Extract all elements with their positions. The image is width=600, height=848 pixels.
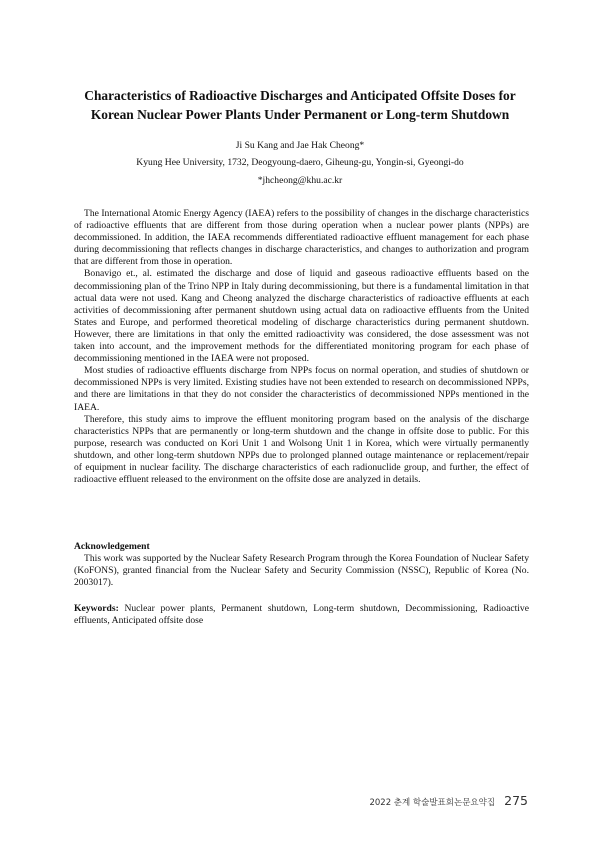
body-paragraph-4: Therefore, this study aims to improve the effluent monitoring program based on the analysis of the discharge characteristics NPPs that are permanently or long-term shutdown and the change in offsite dose to public. For this purpose, research was conducted on Kori Unit 1 and Wolsong Unit 1 in Korea, which were virtually permanently shutdown, and other long-term shutdown NPPs due to prolonged planned outage maintenance or replacement/repair of equipment in nuclear facility. The discharge characteristics of each radionuclide group, and further, the effect of radioactive effluent released to the environment on the offsite dose are analyzed in details. <box>74 413 529 486</box>
page-number: 275 <box>504 793 528 808</box>
keywords-label: Keywords: <box>74 603 119 614</box>
body-paragraph-3: Most studies of radioactive effluents discharge from NPPs focus on normal operation, and studies of shutdown or decommissioned NPPs is very limited. Existing studies have not been extended to research on decommissioned NPPs, and there are limitations in that they do not consider the characteristics of decommissioned NPPs mentioned in the IAEA. <box>74 365 529 413</box>
authors: Ji Su Kang and Jae Hak Cheong* <box>235 140 365 151</box>
abstract-body <box>74 208 529 486</box>
corresponding-email: *jhcheong@khu.ac.kr <box>257 175 343 186</box>
keywords <box>74 603 529 627</box>
body-paragraph-1: The International Atomic Energy Agency (IAEA) refers to the possibility of changes in the discharge characteristics of radioactive effluents that are different from those during operation when a nuclear power plants (NPPs) are decommissioned. In addition, the IAEA recommends differentiated radioactive effluent management for each phase during decommissioning that reflects changes in discharge characteristics, and changes to authorization and program that are different from those in operation. <box>74 208 529 268</box>
footer-journal-name: 2022 춘계 학술발표회논문요약집 <box>369 798 496 808</box>
paper-title <box>60 86 540 124</box>
acknowledgement-text: This work was supported by the Nuclear Safety Research Program through the Korea Foundation of Nuclear Safety (KoFONS), granted financial from the Nuclear Safety and Security Commission (NSSC), Republic of Korea (No. 2003017). <box>74 553 529 589</box>
keywords-text: Nuclear power plants, Permanent shutdown, Long-term shutdown, Decommissioning, Radioactive effluents, Anticipated offsite dose <box>74 603 529 627</box>
page-footer <box>369 790 528 809</box>
affiliation: Kyung Hee University, 1732, Deogyoung-daero, Giheung-gu, Yongin-si, Gyeongi-do <box>136 157 464 168</box>
paper-title-line-1: Characteristics of Radioactive Discharges and Anticipated Offsite Doses for <box>84 88 516 103</box>
acknowledgement-heading: Acknowledgement <box>74 541 150 552</box>
body-paragraph-2: Bonavigo et., al. estimated the discharge and dose of liquid and gaseous radioactive effluents based on the decommissioning plan of the Trino NPP in Italy during decommissioning, but there is a fundamental limitation in that actual data were not used. Kang and Cheong analyzed the discharge characteristics of radioactive effluents at each activities of decommissioning after permanent shutdown using actual data on radioactive effluents from the United States and Europe, and performed theoretical modeling of discharge characteristics during permanent shutdown. However, there are limitations in that only the emitted radioactivity was considered, the dose assessment was not taken into account, and the improvement methods for the differentiated monitoring program for each phase of decommissioning mentioned in the IAEA were not proposed. <box>74 268 529 365</box>
paper-title-line-2: Korean Nuclear Power Plants Under Permanent or Long-term Shutdown <box>90 107 510 122</box>
